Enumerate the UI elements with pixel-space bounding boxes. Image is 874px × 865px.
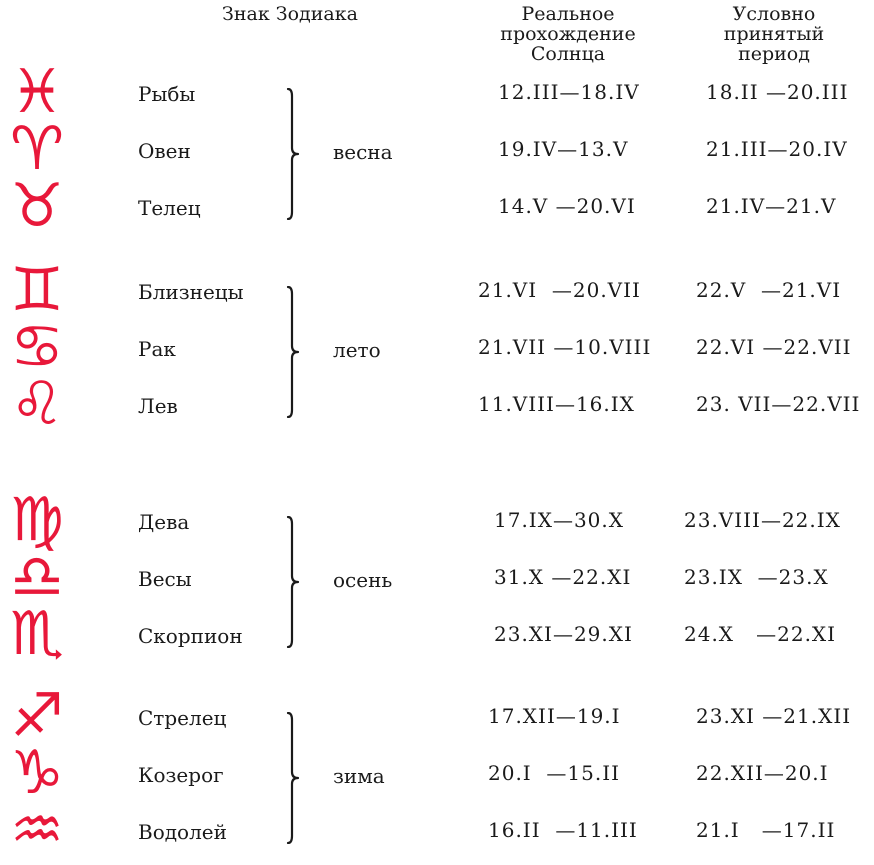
real-passage-date: 21.VI —20.VII — [478, 278, 641, 302]
sign-name: Водолей — [138, 820, 227, 844]
sign-name: Скорпион — [138, 624, 243, 648]
real-passage-date: 21.VII —10.VIII — [478, 335, 652, 359]
season-brace — [282, 286, 302, 418]
cancer-icon: ♋ — [10, 312, 64, 382]
accepted-period-date: 21.IV—21.V — [706, 194, 837, 218]
header-accepted-line-3: период — [738, 43, 810, 65]
header-real-passage — [478, 4, 658, 64]
sign-name: Овен — [138, 139, 191, 163]
accepted-period-date: 23.IX —23.X — [684, 565, 829, 589]
season-label: зима — [333, 764, 385, 788]
accepted-period-date: 22.VI —22.VII — [696, 335, 852, 359]
sign-name: Козерог — [138, 763, 224, 787]
accepted-period-date: 23. VII—22.VII — [696, 392, 861, 416]
virgo-icon: ♍ — [10, 485, 64, 555]
header-zodiac-sign: Знак Зодиака — [222, 3, 358, 25]
aries-icon: ♈ — [10, 114, 64, 184]
real-passage-date: 19.IV—13.V — [498, 137, 629, 161]
season-label: осень — [333, 568, 393, 592]
pisces-icon: ♓ — [10, 57, 64, 127]
scorpio-icon: ♏ — [10, 599, 64, 669]
libra-icon: ♎ — [10, 542, 64, 612]
real-passage-date: 11.VIII—16.IX — [478, 392, 635, 416]
header-accepted-period — [684, 4, 864, 64]
sign-name: Лев — [138, 394, 178, 418]
real-passage-date: 23.XI—29.XI — [494, 622, 633, 646]
sign-name: Дева — [138, 510, 190, 534]
sign-name: Телец — [138, 196, 201, 220]
header-accepted-line-1: Условно — [732, 3, 816, 25]
sign-name: Весы — [138, 567, 192, 591]
real-passage-date: 14.V —20.VI — [498, 194, 636, 218]
season-brace — [282, 88, 302, 220]
real-passage-date: 17.IX—30.X — [494, 508, 624, 532]
sign-name: Рыбы — [138, 82, 196, 106]
sign-name: Стрелец — [138, 706, 227, 730]
real-passage-date: 17.XII—19.I — [488, 704, 621, 728]
taurus-icon: ♉ — [10, 171, 64, 241]
season-label: лето — [333, 338, 381, 362]
gemini-icon: ♊ — [10, 255, 64, 325]
capricorn-icon: ♑ — [10, 738, 64, 808]
season-label: весна — [333, 140, 393, 164]
real-passage-date: 12.III—18.IV — [498, 80, 640, 104]
accepted-period-date: 24.X —22.XI — [684, 622, 837, 646]
accepted-period-date: 23.XI —21.XII — [696, 704, 852, 728]
sagittarius-icon: ♐ — [10, 681, 64, 751]
aquarius-icon: ♒ — [10, 795, 64, 865]
accepted-period-date: 21.I —17.II — [696, 818, 836, 842]
accepted-period-date: 21.III—20.IV — [706, 137, 848, 161]
leo-icon: ♌ — [10, 369, 64, 439]
accepted-period-date: 23.VIII—22.IX — [684, 508, 841, 532]
season-brace — [282, 712, 302, 844]
accepted-period-date: 18.II —20.III — [706, 80, 849, 104]
real-passage-date: 31.X —22.XI — [494, 565, 632, 589]
accepted-period-date: 22.V —21.VI — [696, 278, 842, 302]
real-passage-date: 16.II —11.III — [488, 818, 638, 842]
header-real-line-1: Реальное — [521, 3, 615, 25]
sign-name: Рак — [138, 337, 176, 361]
accepted-period-date: 22.XII—20.I — [696, 761, 829, 785]
header-accepted-line-2: принятый — [723, 23, 825, 45]
season-brace — [282, 516, 302, 648]
real-passage-date: 20.I —15.II — [488, 761, 621, 785]
header-real-line-2: прохождение — [500, 23, 636, 45]
header-real-line-3: Солнца — [530, 43, 606, 65]
sign-name: Близнецы — [138, 280, 244, 304]
